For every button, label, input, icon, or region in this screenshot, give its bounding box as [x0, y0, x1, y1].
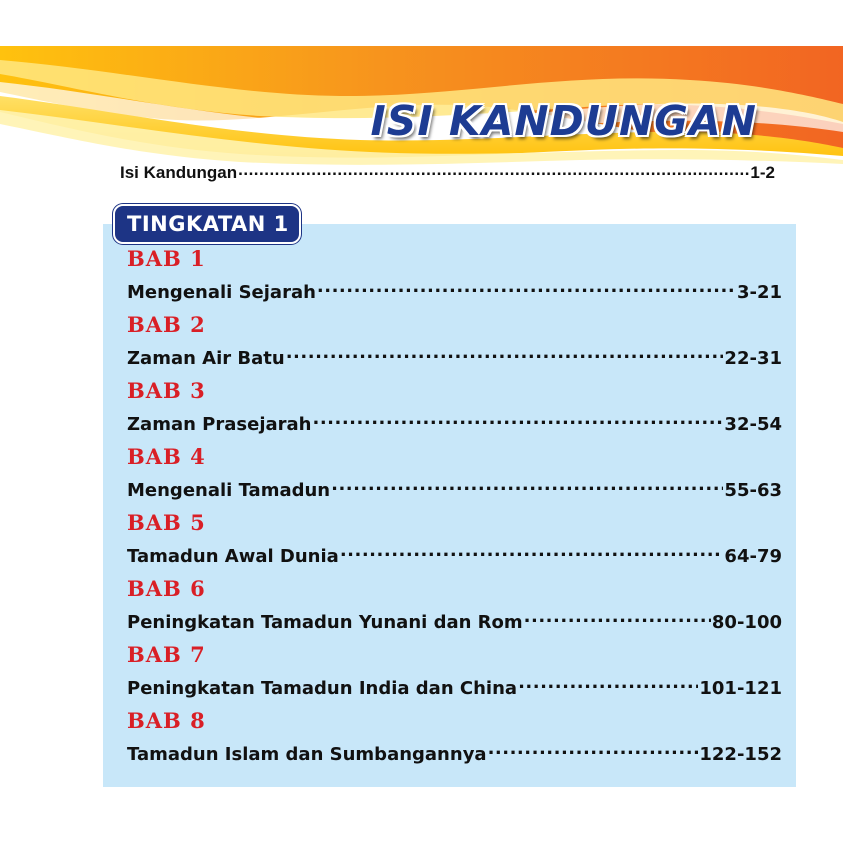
chapter-pages: 3-21: [736, 282, 782, 303]
dot-leader: [524, 606, 711, 628]
chapter-label: BAB 6: [127, 576, 206, 601]
dot-leader: [331, 474, 723, 496]
chapter-pages: 64-79: [724, 546, 782, 567]
chapter-entry-6: [127, 577, 782, 634]
chapter-row: [127, 672, 782, 700]
chapter-panel: [103, 224, 796, 787]
chapter-title: Mengenali Tamadun: [127, 480, 331, 501]
chapter-row: [127, 474, 782, 502]
chapter-label: BAB 8: [127, 708, 206, 733]
chapter-entry-4: [127, 445, 782, 502]
chapter-label: BAB 4: [127, 444, 206, 469]
chapter-title: Mengenali Sejarah: [127, 282, 316, 303]
chapter-entry-1: [127, 247, 782, 304]
dot-leader: [317, 276, 736, 298]
page-title: ISI KANDUNGAN: [370, 97, 757, 145]
chapter-row: [127, 738, 782, 766]
chapter-row: [127, 408, 782, 436]
chapter-pages: 22-31: [724, 348, 782, 369]
chapter-entry-8: [127, 709, 782, 766]
chapter-label: BAB 2: [127, 312, 206, 337]
dot-leader: [340, 540, 724, 562]
dot-leader: [312, 408, 723, 430]
intro-entry: [120, 161, 775, 183]
chapter-title: Zaman Air Batu: [127, 348, 285, 369]
chapter-row: [127, 276, 782, 304]
chapter-pages: 101-121: [699, 678, 782, 699]
dot-leader: [286, 342, 724, 364]
chapter-row: [127, 540, 782, 568]
chapter-row: [127, 606, 782, 634]
intro-entry-pages: 1-2: [750, 163, 775, 182]
chapter-title: Tamadun Islam dan Sumbangannya: [127, 744, 487, 765]
chapter-title: Peningkatan Tamadun India dan China: [127, 678, 518, 699]
intro-entry-title: Isi Kandungan: [120, 163, 238, 182]
chapter-pages: 80-100: [711, 612, 782, 633]
dot-leader: [518, 672, 698, 694]
chapter-title: Peningkatan Tamadun Yunani dan Rom: [127, 612, 523, 633]
chapter-label: BAB 3: [127, 378, 206, 403]
chapter-row: [127, 342, 782, 370]
chapter-pages: 55-63: [724, 480, 782, 501]
chapter-entry-7: [127, 643, 782, 700]
chapter-entry-2: [127, 313, 782, 370]
level-badge: TINGKATAN 1: [113, 204, 301, 244]
chapter-label: BAB 5: [127, 510, 206, 535]
chapter-entry-3: [127, 379, 782, 436]
chapter-label: BAB 1: [127, 246, 206, 271]
chapter-title: Tamadun Awal Dunia: [127, 546, 339, 567]
dot-leader: [238, 161, 749, 178]
chapter-entry-5: [127, 511, 782, 568]
chapter-pages: 32-54: [724, 414, 782, 435]
chapter-title: Zaman Prasejarah: [127, 414, 312, 435]
dot-leader: [488, 738, 699, 760]
chapter-label: BAB 7: [127, 642, 206, 667]
chapter-pages: 122-152: [699, 744, 782, 765]
